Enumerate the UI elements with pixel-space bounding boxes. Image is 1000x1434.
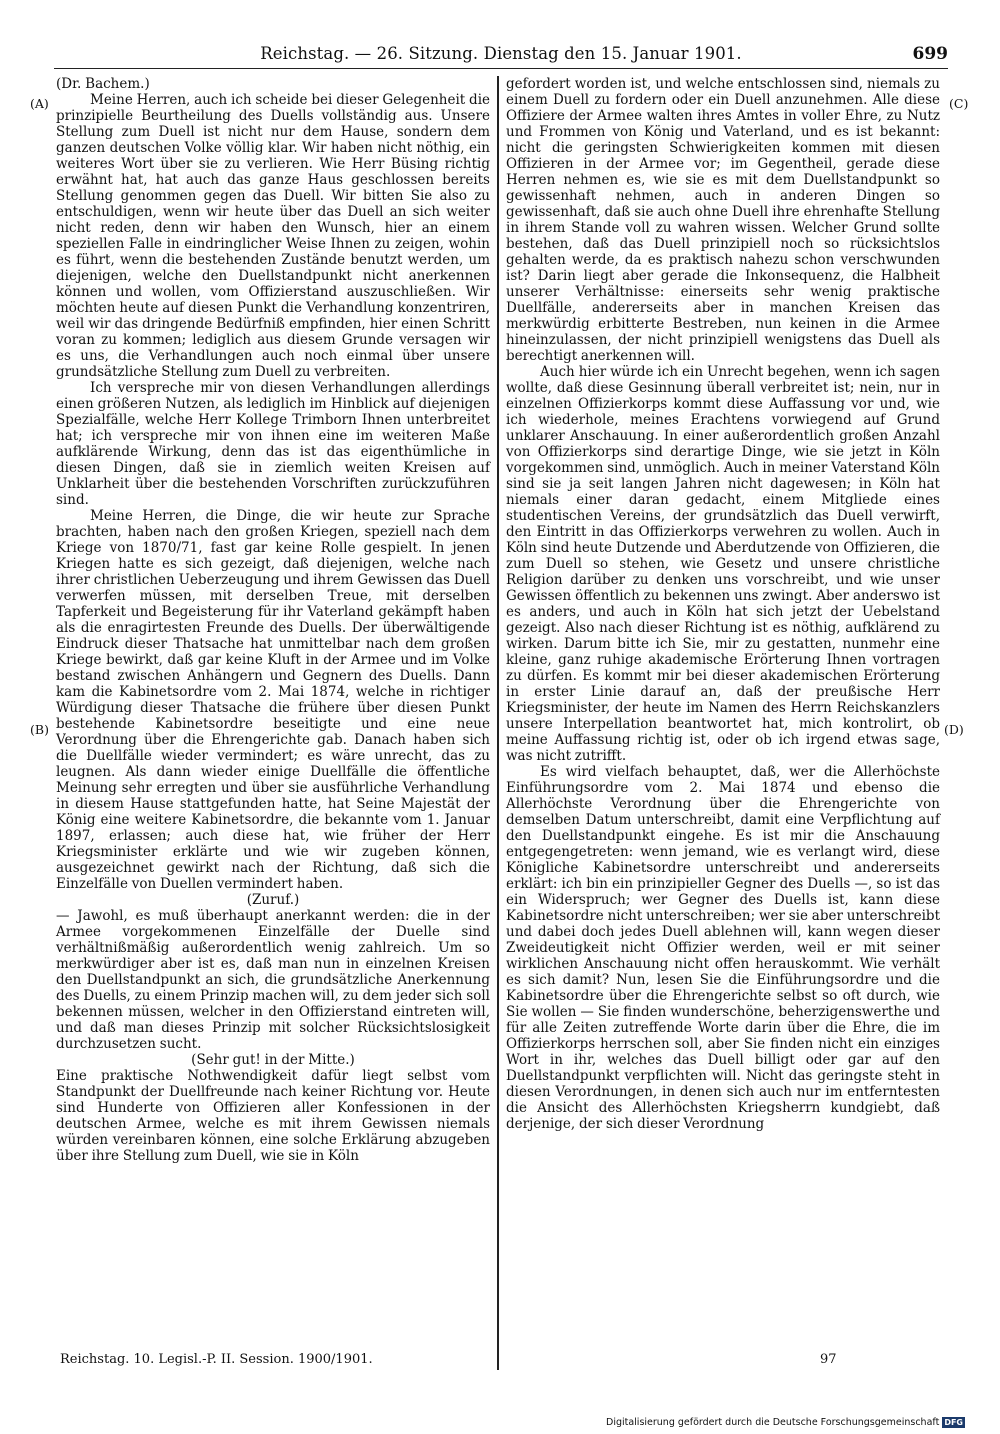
right-column bbox=[506, 76, 940, 1132]
credit-text: Digitalisierung gefördert durch die Deutsche Forschungsgemeinschaft bbox=[606, 1417, 940, 1428]
footer-session-info: Reichstag. 10. Legisl.-P. II. Session. 1900/1901. bbox=[60, 1352, 373, 1367]
page-number: 699 bbox=[912, 44, 948, 64]
footer-signature: 97 bbox=[820, 1352, 837, 1367]
running-header bbox=[54, 44, 948, 69]
dfg-logo: DFG bbox=[944, 1418, 963, 1427]
margin-marker-c: (C) bbox=[949, 96, 969, 111]
interjection: (Sehr gut! in der Mitte.) bbox=[191, 1052, 355, 1068]
interjection: (Zuruf.) bbox=[246, 892, 300, 908]
paragraph: Meine Herren, auch ich scheide bei dieser Gelegenheit die prinzipielle Beurtheilung des Duells vollständig aus. Unsere Stellung zum Duell ist nicht nur dem Hause, sondern dem ganzen deutschen Volke völlig klar. Wir haben nicht nöthig, ein weiteres Wort über sie zu verlieren. Wie Herr Büsing richtig erwähnt hat, hat auch das ganze Haus geschlossen bereits Stellung genommen gegen das Duell. Wir bitten Sie also zu entschuldigen, wenn wir heute über das Duell an sich weiter nicht reden, denn wir haben den Wunsch, hier an einem speziellen Falle in eindringlicher Weise Ihnen zu zeigen, wohin es führt, wenn die bestehenden Zustände benutzt werden, um diejenigen, welche den Duellstandpunkt nicht anerkennen können und wollen, vom Offizierstand auszuschließen. Wir möchten heute auf diesen Punkt die Verhandlung konzentriren, weil wir das dringende Bedürfniß empfinden, hier einen Schritt voran zu kommen; lediglich aus diesem Grunde versagen wir es uns, die Verhandlungen auch noch einmal über unsere grundsätzliche Stellung zum Duell zu verbreiten. bbox=[56, 92, 490, 380]
paragraph: gefordert worden ist, und welche entschlossen sind, niemals zu einem Duell zu fordern oder ein Duell anzunehmen. Alle diese Offiziere der Armee walten ihres Amtes in voller Ehre, zu Nutz und Frommen von König und Vaterland, und es ist bekannt: nicht die geringsten Schwierigkeiten kommen mit diesen Offizieren in der Armee vor; im Gegentheil, gerade diese Herren nehmen es, wie sie es mit dem Duellstandpunkt so gewissenhaft nehmen, auch in anderen Dingen so gewissenhaft, daß sie auch ohne Duell ihre ehrenhafte Stellung in ihrem Stande voll zu wahren wissen. Welcher Grund sollte bestehen, daß das Duell prinzipiell noch so rücksichtslos gehalten werde, da es praktisch nahezu schon verschwunden ist? Darin liegt aber gerade die Inkonsequenz, die Halbheit unserer Verhältnisse: einerseits sehr wenig praktische Duellfälle, andererseits aber in manchen Kreisen das merkwürdig erbitterte Bestreben, nun keinen in die Armee hineinzulassen, der nicht prinzipiell wenigstens das Duell als berechtigt anerkennen will. bbox=[506, 76, 940, 364]
left-column bbox=[56, 76, 490, 1164]
speaker-label: (Dr. Bachem.) bbox=[56, 76, 150, 92]
paragraph: — Jawohl, es muß überhaupt anerkannt werden: die in der Armee vorgekommenen Einzelfälle der Duelle sind verhältnißmäßig außerordentlich wenig zahlreich. Um so merkwürdiger aber ist es, daß man nun in einzelnen Kreisen den Duellstandpunkt an sich, die grundsätzliche Anerkennung des Duells, zu einem Prinzip machen will, zu dem jeder sich soll bekennen müssen, welcher in den Offizierstand eintreten will, und daß man dieses Prinzip mit solcher Rücksichtslosigkeit durchzusetzen sucht. bbox=[56, 908, 490, 1052]
margin-marker-a: (A) bbox=[30, 96, 49, 111]
paragraph: Es wird vielfach behauptet, daß, wer die Allerhöchste Einführungsordre vom 2. Mai 1874 und ebenso die Allerhöchste Verordnung über die Ehrengerichte von demselben Datum unterschreibt, damit eine Verpflichtung auf den Duellstandpunkt eingehe. Es ist mir die Anschauung entgegengetreten: wenn jemand, wie es verlangt wird, diese Königliche Kabinetsordre unterschreibt und andererseits erklärt: ich bin ein prinzipieller Gegner des Duells —, so ist das ein Widerspruch; wer Gegner des Duells ist, kann diese Kabinetsordre nicht unterschreiben; wer sie aber unterschreibt und dabei doch jedes Duell ablehnen will, kann wegen dieser Zweideutigkeit nicht Offizier werden, weil er mit seiner wirklichen Anschauung nicht offen herauskommt. Wie verhält es sich damit? Nun, lesen Sie die Einführungsordre und die Kabinetsordre über die Ehrengerichte selbst so oft durch, wie Sie wollen — Sie finden wunderschöne, beherzigenswerthe und für alle Zeiten zutreffende Worte darin über die Ehre, die im Offizierkorps herrschen soll, aber Sie finden nicht ein einziges Wort in ihr, welches das Duell billigt oder gar auf den Duellstandpunkt verpflichten will. Nicht das geringste steht in diesen Verordnungen, in denen sich auch nur im entferntesten die Ansicht des Allerhöchsten Kriegsherrn kundgiebt, daß derjenige, der sich dieser Verordnung bbox=[506, 764, 940, 1132]
margin-marker-b: (B) bbox=[30, 722, 49, 737]
paragraph: Eine praktische Nothwendigkeit dafür liegt selbst vom Standpunkt der Duellfreunde nach keiner Richtung vor. Heute sind Hunderte von Offizieren aller Konfessionen in der deutschen Armee, welche es mit ihrem Gewissen niemals würden vereinbaren können, eine solche Erklärung abzugeben über ihre Stellung zum Duell, wie sie in Köln bbox=[56, 1068, 490, 1164]
column-divider bbox=[497, 76, 499, 1370]
paragraph: Auch hier würde ich ein Unrecht begehen, wenn ich sagen wollte, daß diese Gesinnung überall verbreitet ist; nein, nur in einzelnen Offizierkorps kommt diese Auffassung vor und, wie ich wiederhole, meines Erachtens vorwiegend auf Grund unklarer Anschauung. In einer außerordentlich großen Anzahl von Offizierkorps sind derartige Dinge, wie sie jetzt in Köln vorgekommen sind, unmöglich. Auch in meiner Vaterstand Köln sind sie ja seit langen Jahren nicht dagewesen; in Köln hat niemals einer daran gedacht, einem Mitgliede eines studentischen Vereins, der grundsätzlich das Duell verwirft, den Eintritt in das Offizierkorps verwehren zu wollen. Auch in Köln sind heute Dutzende und Aberdutzende von Offizieren, die zum Duell so stehen, wie Gesetz und unsere christliche Religion darüber zu denken uns vorschreibt, und wie unser Gewissen öffentlich zu bekennen uns zwingt. Aber anderswo ist es anders, und auch in Köln hat sich jetzt der Uebelstand gezeigt. Also nach dieser Richtung ist es nöthig, aufklärend zu wirken. Darum bitte ich Sie, mir zu gestatten, nunmehr eine kleine, ganz ruhige akademische Erörterung Ihnen vortragen zu dürfen. Es kommt mir bei dieser akademischen Erörterung in erster Linie darauf an, daß der preußische Herr Kriegsminister, der heute im Namen des Herrn Reichskanzlers unsere Interpellation beantwortet hat, mich kontrolirt, ob meine Auffassung richtig ist, oder ob ich irgend etwas sage, was nicht zutrifft. bbox=[506, 364, 940, 764]
digitization-credit bbox=[606, 1417, 965, 1428]
paragraph: Meine Herren, die Dinge, die wir heute zur Sprache brachten, haben nach den großen Kriegen, speziell nach dem Kriege von 1870/71, fast gar keine Rolle gespielt. In jenen Kriegen hatte es sich gezeigt, daß diejenigen, welche nach ihrer christlichen Ueberzeugung und ihrem Gewissen das Duell verwerfen müssen, mit derselben Treue, mit derselben Tapferkeit und Begeisterung für ihr Vaterland gekämpft haben als die enragirtesten Freunde des Duells. Der überwältigende Eindruck dieser Thatsache hat unmittelbar nach dem großen Kriege bewirkt, daß gar keine Kluft in der Armee und im Volke bestand zwischen Anhängern und Gegnern des Duells. Dann kam die Kabinetsordre vom 2. Mai 1874, welche in richtiger Würdigung dieser Thatsache die frühere über diesen Punkt bestehende Kabinetsordre beseitigte und eine neue Verordnung über die Ehrengerichte gab. Danach haben sich die Duellfälle wieder vermindert; es wäre unrecht, das zu leugnen. Als dann wieder einige Duellfälle die öffentliche Meinung sehr erregten und über sie ausführliche Verhandlung in diesem Hause stattgefunden hatte, hat Seine Majestät der König eine weitere Kabinetsordre, die bekannte vom 1. Januar 1897, erlassen; auch diese hat, wie früher der Herr Kriegsminister erklärte und wie wir zugeben können, ausgezeichnet gewirkt nach der Richtung, daß sich die Einzelfälle von Duellen vermindert haben. bbox=[56, 508, 490, 892]
header-title: Reichstag. — 26. Sitzung. Dienstag den 15. Januar 1901. bbox=[260, 44, 742, 63]
margin-marker-d: (D) bbox=[944, 722, 964, 737]
paragraph: Ich verspreche mir von diesen Verhandlungen allerdings einen größeren Nutzen, als lediglich im Hinblick auf diejenigen Spezialfälle, welche Herr Kollege Trimborn Ihnen unterbreitet hat; ich verspreche mir von ihnen eine im weiteren Maße aufklärende Wirkung, denn das ist das eigenthümliche in diesen Dingen, daß sie in ziemlich weiten Kreisen auf Unklarheit über die bestehenden Vorschriften zurückzuführen sind. bbox=[56, 380, 490, 508]
